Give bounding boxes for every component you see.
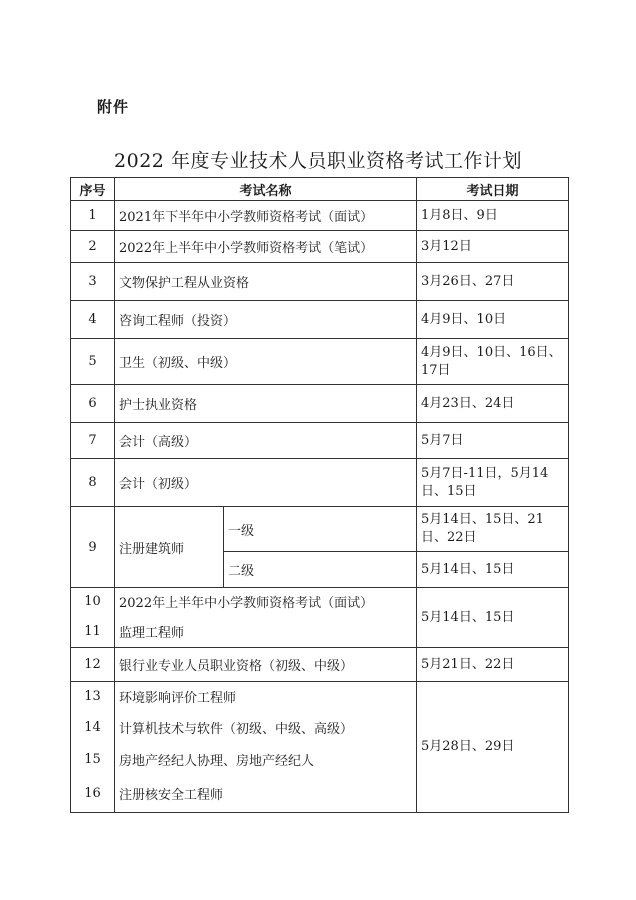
row-exam-name: 咨询工程师（投资）: [115, 301, 417, 339]
row-seq: 9: [71, 507, 115, 588]
row-seq: 3: [71, 263, 115, 301]
table-row: [71, 339, 569, 385]
row-exam-date: 4月9日、10日、16日、17日: [417, 339, 569, 385]
exam-schedule-table: [70, 177, 569, 813]
table-row: [71, 385, 569, 423]
row-seq: 6: [71, 385, 115, 423]
row-exam-date: 3月26日、27日: [417, 263, 569, 301]
row-exam-date: 3月12日: [417, 231, 569, 263]
table-header-row: [71, 178, 569, 201]
row-exam-date: 1月8日、9日: [417, 201, 569, 231]
row-exam-name: 注册核安全工程师: [115, 776, 417, 813]
row-exam-name: 2021年下半年中小学教师资格考试（面试）: [115, 201, 417, 231]
row-exam-date: 4月9日、10日: [417, 301, 569, 339]
row-seq: 4: [71, 301, 115, 339]
header-seq: 序号: [71, 178, 115, 201]
row-seq: 15: [71, 744, 115, 776]
row-exam-name: 文物保护工程从业资格: [115, 263, 417, 301]
row-exam-name: 银行业专业人员职业资格（初级、中级）: [115, 648, 417, 682]
row-exam-name: 房地产经纪人协理、房地产经纪人: [115, 744, 417, 776]
row-exam-name: 注册建筑师: [115, 507, 224, 588]
row-seq: 8: [71, 459, 115, 507]
row-exam-date: 5月14日、15日: [417, 552, 569, 588]
table-row: [71, 459, 569, 507]
row-seq: 16: [71, 776, 115, 813]
table-row: [71, 231, 569, 263]
row-seq: 2: [71, 231, 115, 263]
row-exam-date-merged: 5月28日、29日: [417, 682, 569, 813]
row-exam-name: 环境影响评价工程师: [115, 682, 417, 712]
row-exam-name: 护士执业资格: [115, 385, 417, 423]
table-row: [71, 682, 569, 712]
row-exam-date: 5月7日-11日，5月14日、15日: [417, 459, 569, 507]
table-row: [71, 423, 569, 459]
table-row: [71, 507, 569, 552]
table-row: [71, 588, 569, 616]
attachment-label: 附件: [97, 98, 130, 116]
row-seq: 5: [71, 339, 115, 385]
row-exam-level: 一级: [224, 507, 417, 552]
row-seq: 11: [71, 616, 115, 648]
table-row: [71, 301, 569, 339]
row-seq: 12: [71, 648, 115, 682]
header-exam-date: 考试日期: [417, 178, 569, 201]
row-exam-date: 4月23日、24日: [417, 385, 569, 423]
row-seq: 1: [71, 201, 115, 231]
document-title: 2022 年度专业技术人员职业资格考试工作计划: [114, 150, 522, 172]
table-row: [71, 263, 569, 301]
row-exam-name: 卫生（初级、中级）: [115, 339, 417, 385]
row-exam-name: 2022年上半年中小学教师资格考试（笔试）: [115, 231, 417, 263]
row-exam-name: 2022年上半年中小学教师资格考试（面试）: [115, 588, 417, 616]
row-exam-name: 会计（初级）: [115, 459, 417, 507]
row-exam-date: 5月21日、22日: [417, 648, 569, 682]
row-exam-name: 会计（高级）: [115, 423, 417, 459]
row-seq: 13: [71, 682, 115, 712]
table-row: [71, 201, 569, 231]
row-exam-name: 监理工程师: [115, 616, 417, 648]
row-seq: 7: [71, 423, 115, 459]
row-exam-date: 5月7日: [417, 423, 569, 459]
table-row: [71, 648, 569, 682]
row-seq: 14: [71, 712, 115, 744]
row-exam-date-merged: 5月14日、15日: [417, 588, 569, 648]
row-exam-level: 二级: [224, 552, 417, 588]
row-seq: 10: [71, 588, 115, 616]
header-exam-name: 考试名称: [115, 178, 417, 201]
row-exam-date: 5月14日、15日、21日、22日: [417, 507, 569, 552]
row-exam-name: 计算机技术与软件（初级、中级、高级）: [115, 712, 417, 744]
